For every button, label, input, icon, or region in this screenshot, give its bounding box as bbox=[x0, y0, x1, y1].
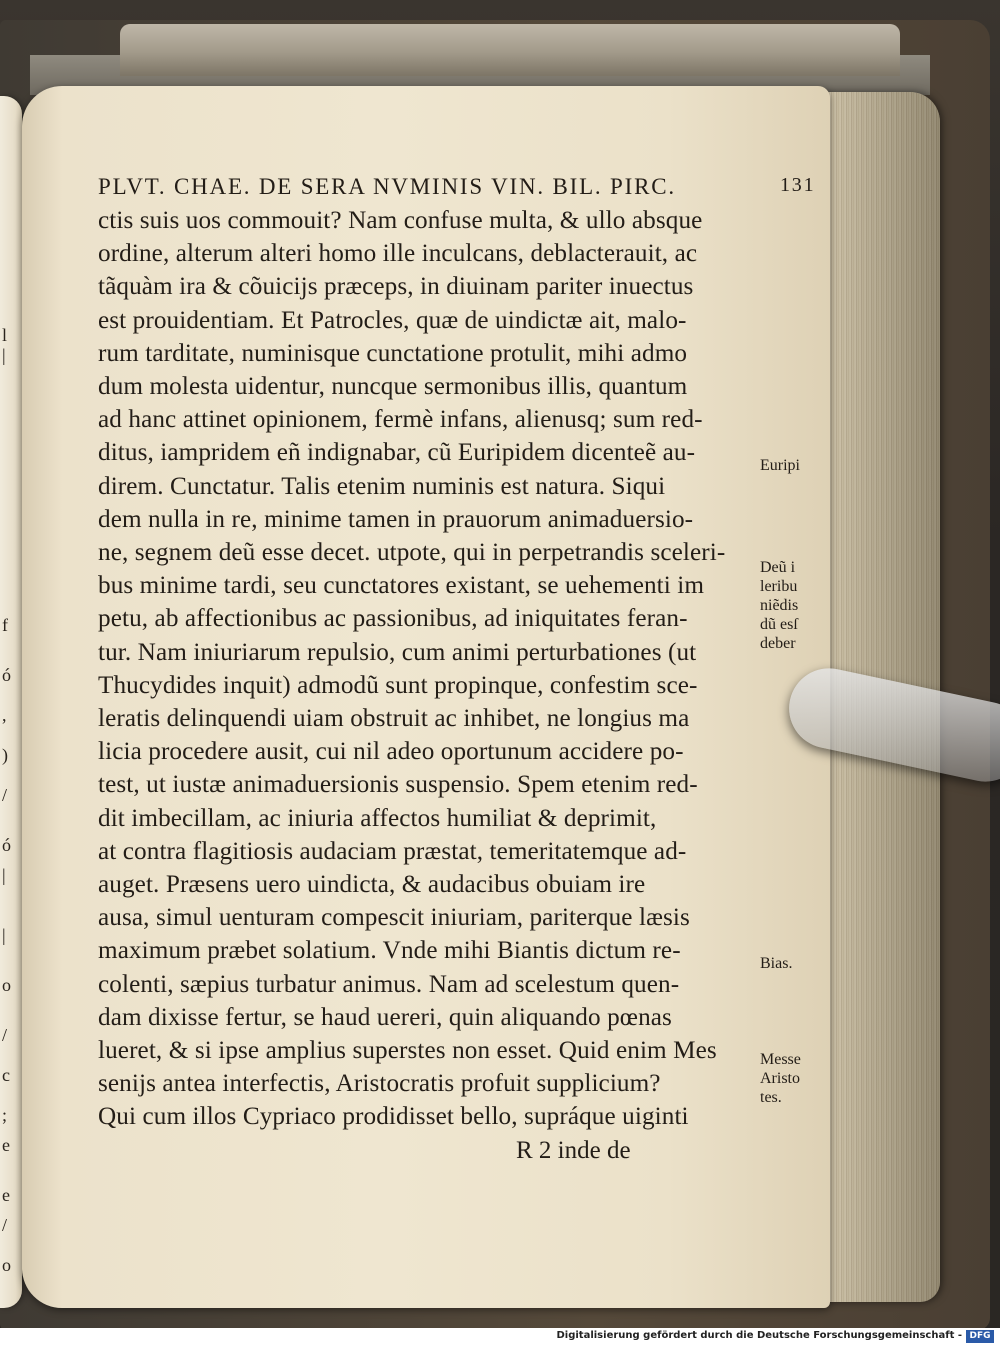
text-line: at contra flagitiosis audaciam præstat, temeritatemque ad- bbox=[98, 837, 687, 865]
marginal-note-line: Euripi bbox=[760, 457, 800, 474]
facing-page-mark: ó bbox=[2, 835, 11, 855]
text-line: dum molesta uidentur, nuncque sermonibus illis, quantum bbox=[98, 373, 688, 401]
facing-page-mark: l bbox=[2, 325, 8, 345]
text-line: colenti, sæpius turbatur animus. Nam ad scelestum quen- bbox=[98, 970, 680, 998]
text-line: petu, ab affectionibus ac passionibus, ad iniquitates feran- bbox=[98, 605, 688, 633]
facing-page-mark: , bbox=[2, 705, 7, 725]
text-line: dam dixisse fertur, se haud uereri, quin aliquando pœnas bbox=[98, 1003, 672, 1031]
marginal-note-line: Deũ i bbox=[760, 559, 796, 576]
folio-number: 131 bbox=[780, 174, 816, 196]
facing-page-mark: / bbox=[2, 785, 8, 805]
marginal-note-line: leribu bbox=[760, 578, 798, 595]
marginal-note-line: Aristo bbox=[760, 1070, 800, 1087]
text-line: tur. Nam iniuriarum repulsio, cum animi perturbationes (ut bbox=[98, 638, 697, 666]
marginal-note-deum bbox=[760, 558, 820, 653]
dfg-logo: DFG bbox=[966, 1330, 994, 1343]
body-text bbox=[98, 204, 778, 1134]
book-spine-top bbox=[120, 24, 900, 76]
marginal-note-line: tes. bbox=[760, 1089, 782, 1106]
text-line: tãquàm ira & cõuicijs præceps, in diuinam pariter inuectus bbox=[98, 273, 694, 301]
text-line: dit imbecillam, ac iniuria affectos humiliat & deprimit, bbox=[98, 804, 657, 832]
facing-page-mark: / bbox=[2, 1025, 8, 1045]
facing-page-mark: ; bbox=[2, 1105, 8, 1125]
text-line: rum tarditate, numinisque cunctatione protulit, mihi admo bbox=[98, 339, 688, 367]
text-line: licia procedere ausit, cui nil adeo oportunum accidere po- bbox=[98, 738, 684, 766]
text-line: dem nulla in re, minime tamen in prauorum animaduersio- bbox=[98, 505, 694, 533]
facing-page-mark: | bbox=[2, 865, 6, 885]
text-line: lueret, & si ipse amplius superstes non esset. Quid enim Mes bbox=[98, 1037, 717, 1065]
text-line: ad hanc attinet opinionem, fermè infans, alienusq; sum red- bbox=[98, 406, 703, 434]
text-line: maximum præbet solatium. Vnde mihi Biantis dictum re- bbox=[98, 937, 681, 965]
facing-page-mark: c bbox=[2, 1065, 10, 1085]
marginal-note-line: niẽdis bbox=[760, 597, 799, 614]
text-line: direm. Cunctatur. Talis etenim numinis est natura. Siqui bbox=[98, 472, 666, 500]
facing-page-mark: ) bbox=[2, 745, 8, 765]
marginal-note-line: dũ esſ bbox=[760, 616, 798, 633]
running-head bbox=[98, 174, 816, 200]
text-line: ctis suis uos commouit? Nam confuse multa, & ullo absque bbox=[98, 207, 703, 234]
facing-page-mark: | bbox=[2, 345, 6, 365]
footer-bar bbox=[0, 1328, 1000, 1345]
text-line: ausa, simul uenturam compescit iniuriam, pariterque læsis bbox=[98, 904, 690, 932]
text-line: bus minime tardi, seu cunctatores existant, se uehementi im bbox=[98, 572, 705, 600]
text-line: senijs antea interfectis, Aristocratis profuit supplicium? bbox=[98, 1070, 661, 1098]
facing-page-mark: o bbox=[2, 975, 11, 995]
text-line: auget. Præsens uero uindicta, & audacibus obuiam ire bbox=[98, 871, 646, 899]
marginal-note-bias bbox=[760, 954, 820, 973]
text-line: est prouidentiam. Et Patrocles, quæ de uindictæ ait, malo- bbox=[98, 306, 687, 334]
marginal-note-line: deber bbox=[760, 635, 796, 652]
text-line: ne, segnem deũ esse decet. utpote, qui in perpetrandis sceleri- bbox=[98, 539, 726, 567]
marginal-note-line: Bias. bbox=[760, 955, 793, 972]
text-line: test, ut iustæ animaduersionis suspensio. Spem etenim red- bbox=[98, 771, 698, 799]
marginal-note-messe bbox=[760, 1050, 820, 1107]
running-head-title: PLVT. CHAE. DE SERA NVMINIS VIN. BIL. PIRC. bbox=[98, 174, 676, 199]
text-line: Qui cum illos Cypriaco prodidisset bello, supráque uiginti bbox=[98, 1103, 689, 1131]
facing-page-edge bbox=[0, 96, 22, 1308]
facing-page-mark: e bbox=[2, 1185, 10, 1205]
catchword: R 2 inde de bbox=[516, 1136, 631, 1164]
facing-page-mark: f bbox=[2, 615, 8, 635]
text-line: Thucydides inquit) admodũ sunt propinque, confestim sce- bbox=[98, 671, 698, 699]
facing-page-mark: | bbox=[2, 925, 6, 945]
facing-page-mark: o bbox=[2, 1255, 11, 1275]
facing-page-mark: / bbox=[2, 1215, 8, 1235]
text-line: ditus, iampridem eñ indignabar, cũ Euripidem dicenteẽ au- bbox=[98, 439, 696, 467]
text-line: ordine, alterum alteri homo ille inculcans, deblacterauit, ac bbox=[98, 240, 698, 268]
facing-page-mark: ó bbox=[2, 665, 11, 685]
text-line: leratis delinquendi uiam obstruit ac inhibet, ne longius ma bbox=[98, 705, 690, 733]
footer-credit: Digitalisierung gefördert durch die Deutsche Forschungsgemeinschaft - bbox=[556, 1330, 962, 1341]
marginal-note-line: Messe bbox=[760, 1051, 801, 1068]
marginal-note-euripides bbox=[760, 456, 820, 475]
facing-page-mark: e bbox=[2, 1135, 10, 1155]
